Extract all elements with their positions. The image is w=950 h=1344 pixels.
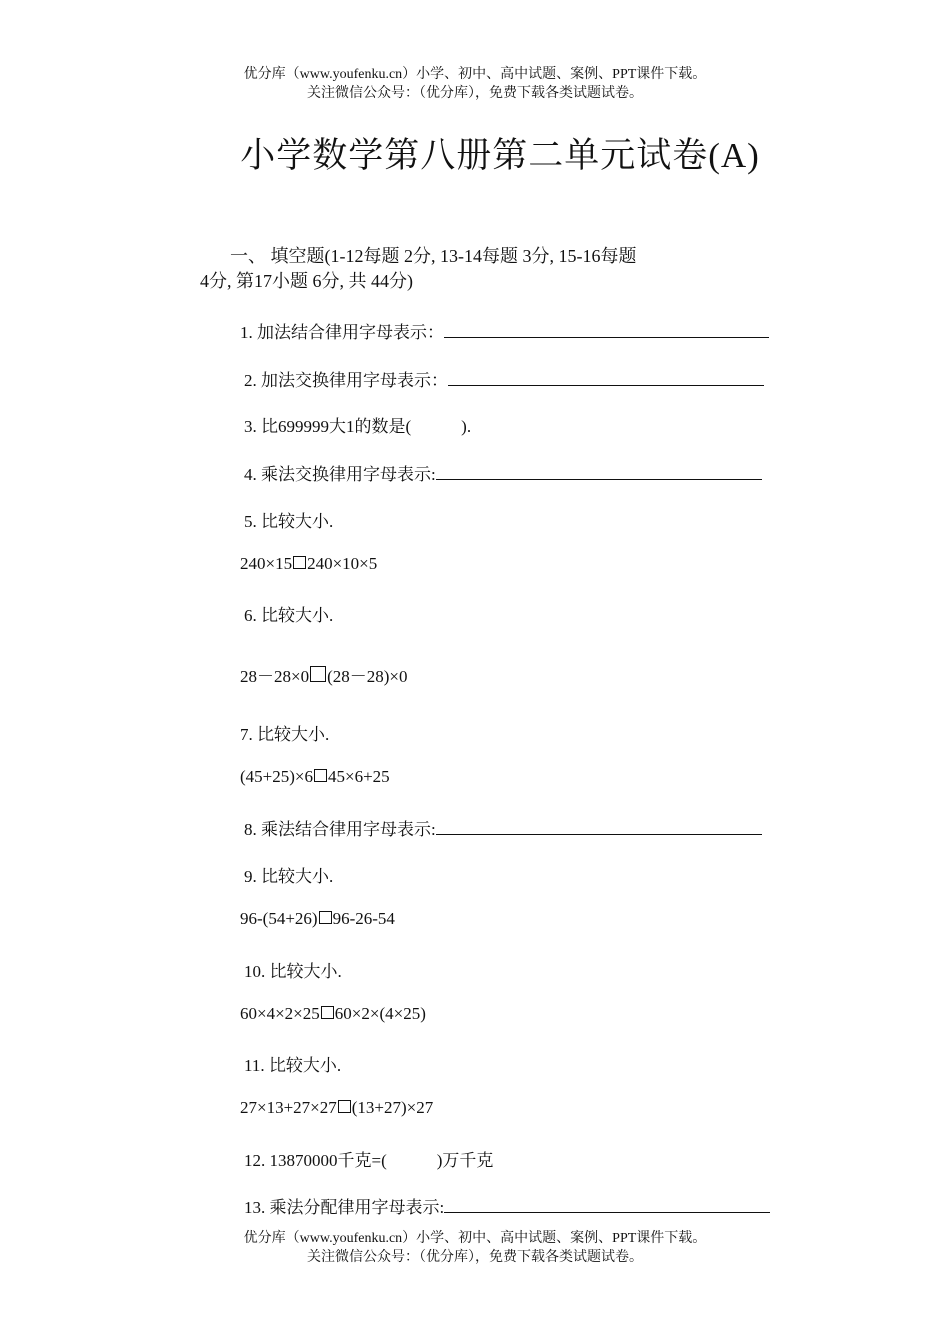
answer-blank-8[interactable]	[436, 818, 762, 835]
section-heading-line-2: 4分, 第17小题 6分, 共 44分)	[200, 271, 413, 291]
question-8-text: 8. 乘法结合律用字母表示:	[244, 820, 436, 839]
compare-box-7[interactable]	[314, 769, 327, 782]
question-6-expression	[240, 662, 408, 687]
question-3	[244, 412, 471, 437]
question-10-right: 60×2×(4×25)	[334, 1004, 426, 1023]
footer-line-2: 关注微信公众号：（优分库），免费下载各类试题试卷。	[307, 1250, 643, 1265]
compare-box-9[interactable]	[319, 911, 332, 924]
question-3-close: ).	[461, 417, 472, 436]
header-line-1: 优分库（www.youfenku.cn）小学、初中、高中试题、案例、PPT课件下载。	[243, 67, 707, 82]
question-13	[244, 1193, 770, 1218]
question-10-heading: 10. 比较大小.	[244, 962, 342, 981]
compare-box-11[interactable]	[338, 1100, 351, 1113]
question-7-expression	[240, 767, 390, 787]
footer-line-1: 优分库（www.youfenku.cn）小学、初中、高中试题、案例、PPT课件下载。	[243, 1231, 707, 1246]
question-11-left: 27×13+27×27	[240, 1098, 337, 1117]
compare-box-6[interactable]	[310, 666, 326, 682]
question-1-text: 1. 加法结合律用字母表示：	[240, 323, 444, 342]
answer-blank-2[interactable]	[448, 369, 764, 386]
question-12	[244, 1146, 493, 1171]
question-10-expression	[240, 1004, 426, 1024]
compare-box-10[interactable]	[321, 1006, 334, 1019]
question-7-heading: 7. 比较大小.	[240, 725, 330, 744]
question-9-left: 96-(54+26)	[240, 909, 318, 928]
question-12-unit: )万千克	[436, 1151, 494, 1170]
page-title: 小学数学第八册第二单元试卷(A)	[240, 136, 760, 175]
question-7-left: (45+25)×6	[240, 767, 313, 786]
question-1	[240, 318, 769, 343]
question-9-right: 96-26-54	[332, 909, 395, 928]
question-11-heading: 11. 比较大小.	[244, 1056, 342, 1075]
question-9-expression	[240, 909, 395, 929]
question-4	[244, 460, 762, 485]
question-3-text: 3. 比699999大1的数是(	[244, 417, 412, 436]
answer-blank-4[interactable]	[436, 463, 762, 480]
section-heading	[200, 244, 810, 294]
question-7-right: 45×6+25	[328, 767, 390, 786]
question-10-left: 60×4×2×25	[240, 1004, 320, 1023]
answer-blank-13[interactable]	[444, 1196, 770, 1213]
question-11-expression	[240, 1098, 433, 1118]
question-5-right: 240×10×5	[307, 554, 378, 573]
question-13-text: 13. 乘法分配律用字母表示:	[244, 1198, 445, 1217]
section-heading-line-1: 一、 填空题(1-12每题 2分, 13-14每题 3分, 15-16每题	[230, 246, 637, 266]
question-5-expression	[240, 554, 377, 574]
question-9-heading: 9. 比较大小.	[244, 867, 334, 886]
question-6-left: 28－28×0	[240, 667, 310, 686]
question-2	[244, 366, 764, 391]
answer-blank-1[interactable]	[444, 321, 769, 338]
question-5-heading: 5. 比较大小.	[244, 512, 334, 531]
compare-box-5[interactable]	[293, 556, 306, 569]
question-11-right: (13+27)×27	[351, 1098, 434, 1117]
question-6-heading: 6. 比较大小.	[244, 606, 334, 625]
question-5-left: 240×15	[240, 554, 293, 573]
question-6-right: (28－28)×0	[327, 667, 408, 686]
question-8	[244, 815, 762, 840]
header-line-2: 关注微信公众号：（优分库），免费下载各类试题试卷。	[307, 86, 643, 101]
question-4-text: 4. 乘法交换律用字母表示:	[244, 465, 436, 484]
question-2-text: 2. 加法交换律用字母表示：	[244, 371, 448, 390]
question-12-text: 12. 13870000千克=(	[244, 1151, 387, 1170]
